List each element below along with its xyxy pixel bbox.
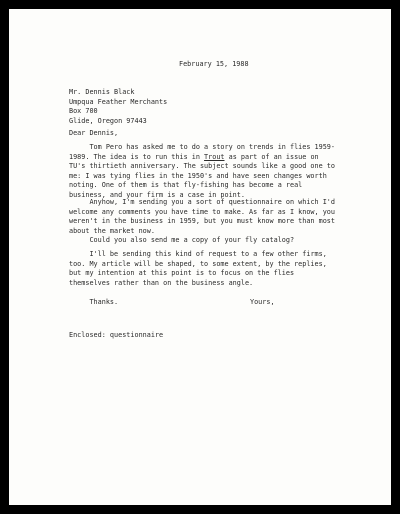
paragraph-2-line: weren't in the business in 1959, but you must know more than most [69,217,335,226]
paragraph-2 [69,198,335,236]
thanks-line: Thanks. [89,297,119,306]
paragraph-2-line: welcome any comments you have time to make. As far as I know, you [69,207,335,216]
paragraph-1-line: noting. One of them is that fly-fishing has become a real [69,181,303,190]
paragraph-4-line: I'll be sending this kind of request to a few other firms, [89,250,327,258]
paragraph-1-line: business, and your firm is a case in point. [69,190,245,199]
letter-date: February 15, 1988 [179,60,249,68]
recipient-address [69,88,167,126]
letter-page [9,9,391,505]
recipient-name: Mr. Dennis Black [69,88,135,96]
recipient-box: Box 700 [69,107,98,116]
paragraph-1-line: 1989. The idea is to run this in [69,152,205,161]
paragraph-3 [69,236,294,246]
salutation: Dear Dennis, [69,129,119,137]
paragraph-3-line: Could you also send me a copy of your fly catalog? [89,236,295,244]
paragraph-4-line: themselves rather than on the business angle. [69,278,254,287]
paragraph-1 [69,143,335,201]
paragraph-4 [69,250,327,308]
paragraph-1-line: as part of an issue on [224,152,319,161]
recipient-city: Glide, Oregon 97443 [69,116,147,125]
magazine-title: Trout [204,152,225,161]
paragraph-4-line: but my intention at this point is to focus on the flies [69,269,295,278]
paragraph-1-line: TU's thirtieth anniversary. The subject sounds like a good one to [69,162,335,171]
closing: Yours, [250,298,275,306]
enclosure-note: Enclosed: questionnaire [69,331,164,339]
paragraph-1-line: Tom Pero has asked me to do a story on trends in flies 1959- [89,143,335,151]
paragraph-2-line: Anyhow, I'm sending you a sort of questionnaire on which I'd [89,198,335,206]
paragraph-2-line: about the market now. [69,226,155,235]
recipient-company: Umpqua Feather Merchants [69,97,168,106]
paragraph-4-line: too. My article will be shaped, to some extent, by the replies, [69,259,327,268]
paragraph-1-line: me: I was tying flies in the 1950's and have seen changes worth [69,171,327,180]
